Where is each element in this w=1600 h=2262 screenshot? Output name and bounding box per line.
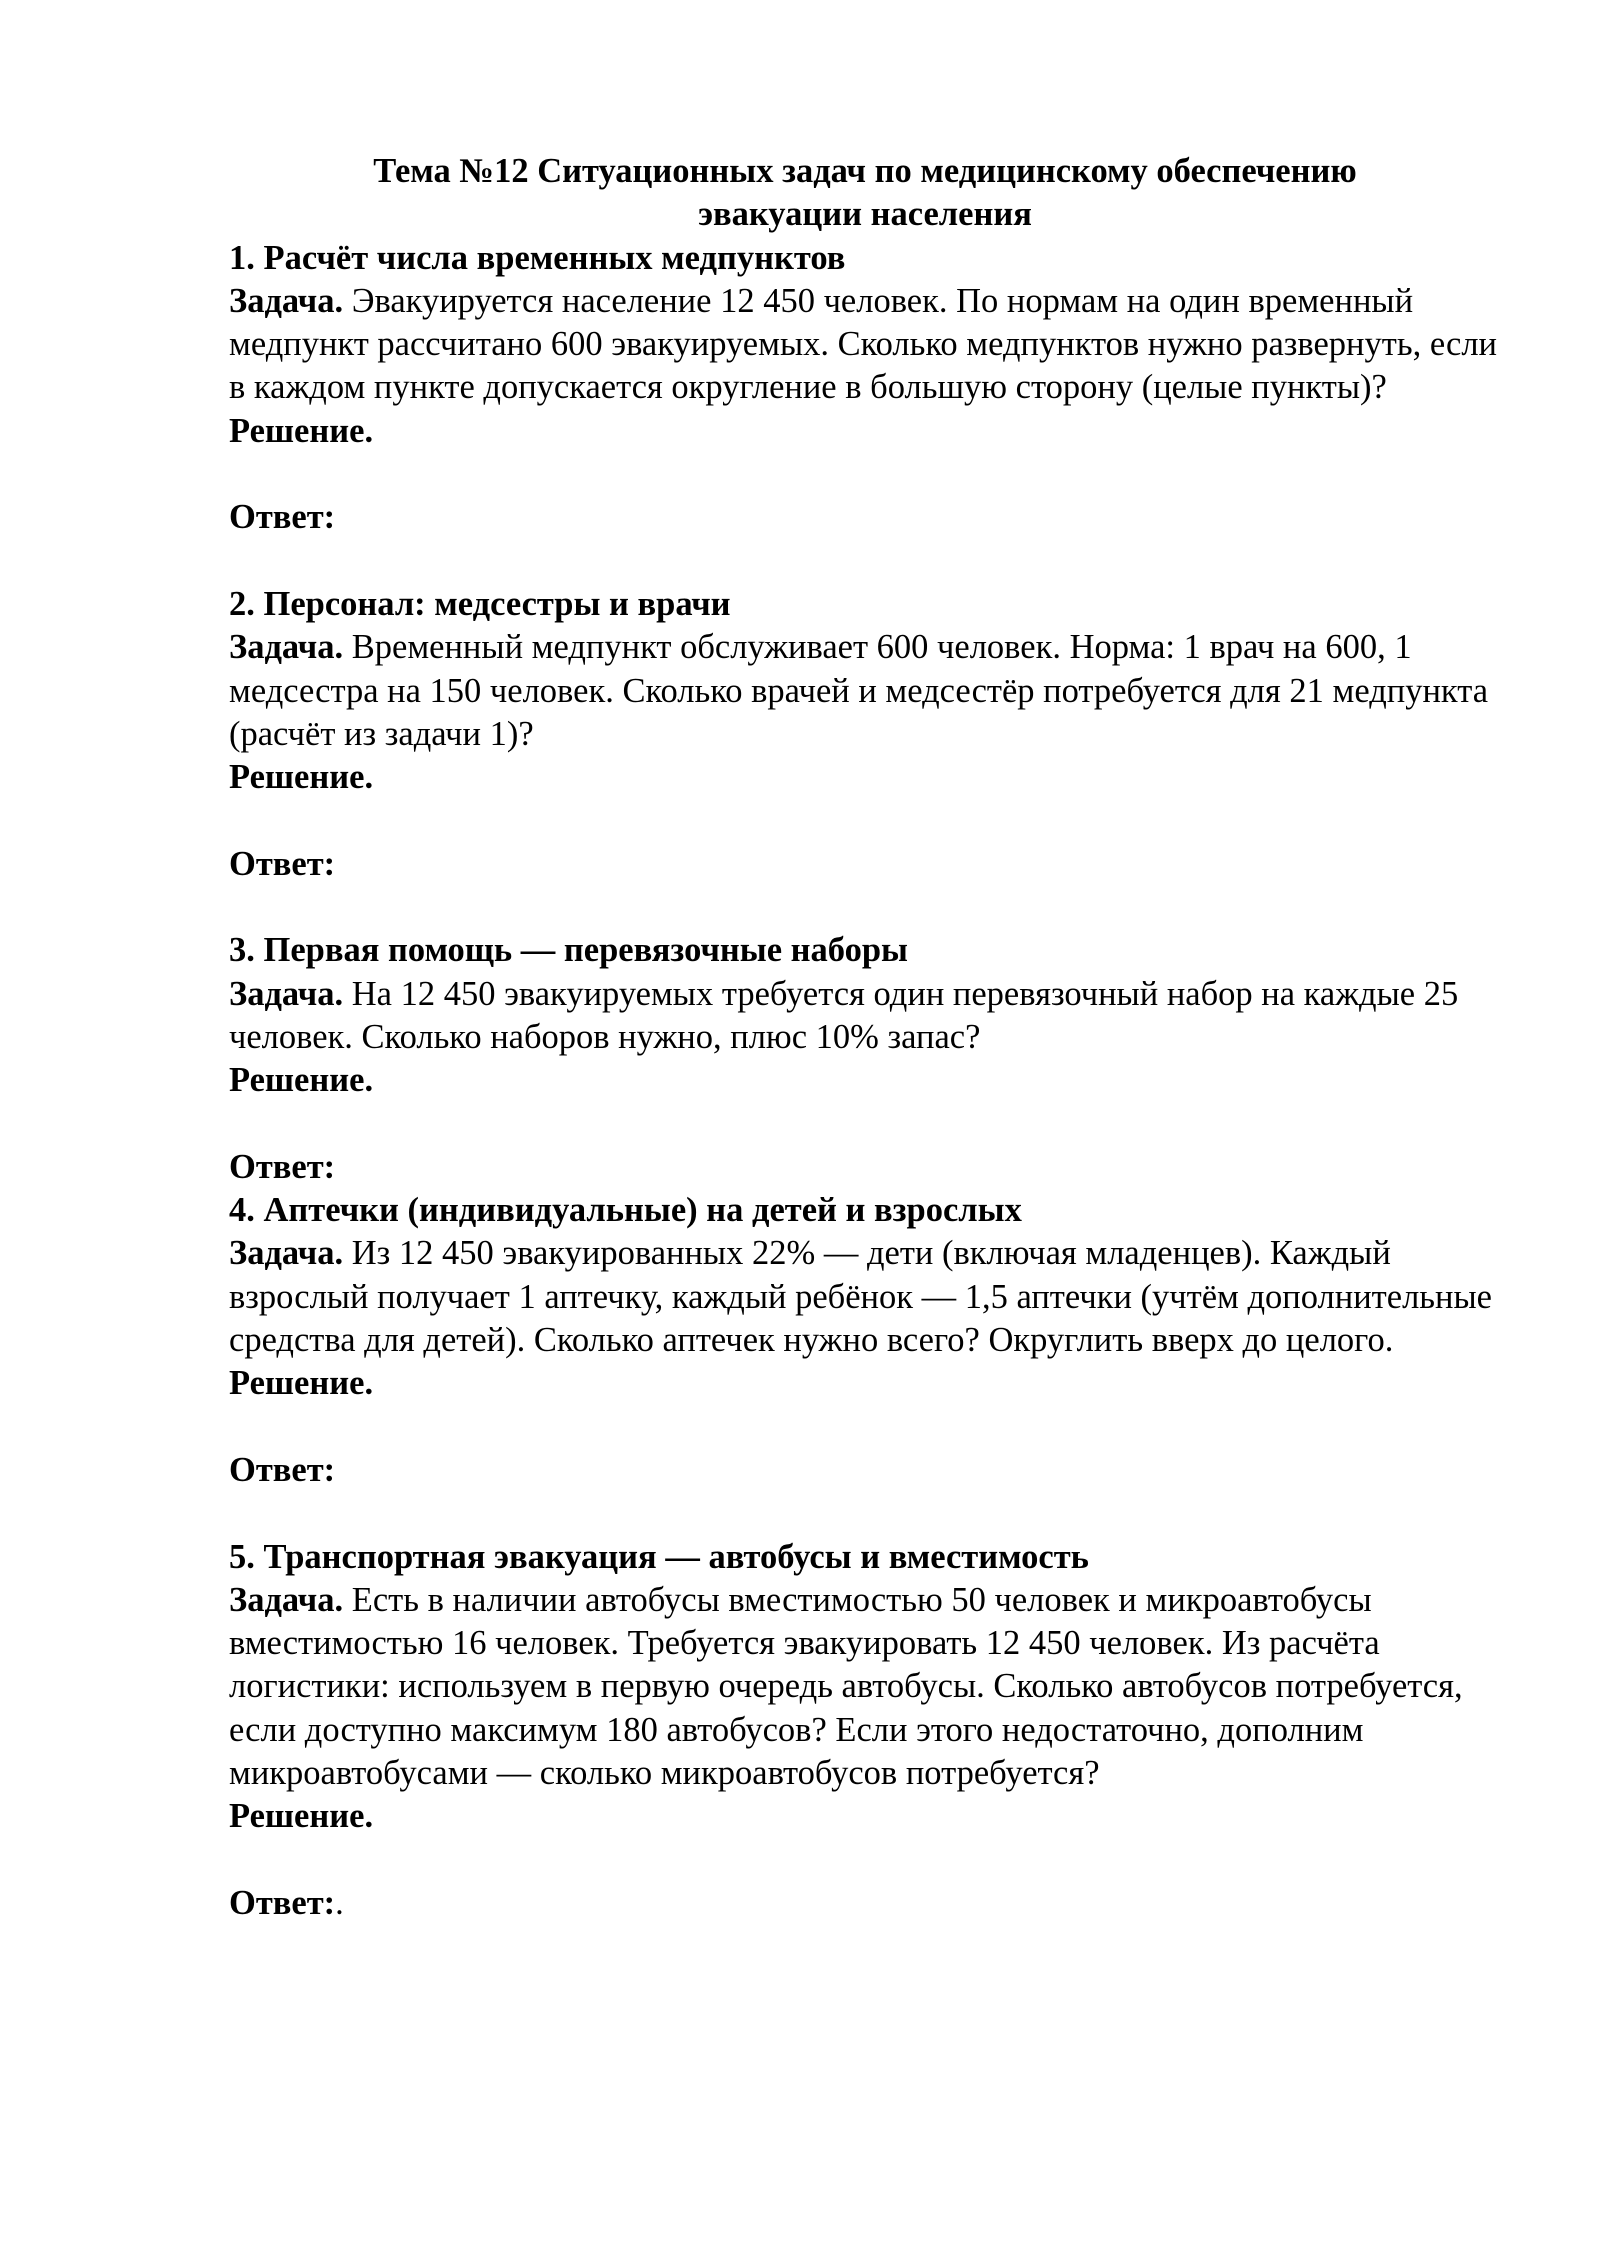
- task-text: На 12 450 эвакуируемых требуется один перевязочный набор на каждые 25 человек. Сколько наборов нужно, плюс 10% запас?: [229, 974, 1459, 1056]
- solution-label: Решение.: [229, 1364, 374, 1403]
- answer-label: Ответ:: [229, 1450, 336, 1489]
- task-paragraph: [229, 280, 1501, 410]
- blank-line: [229, 1492, 1501, 1535]
- document-body: [229, 150, 1501, 1925]
- blank-line: [229, 1406, 1501, 1449]
- title-line-2: эвакуации населения: [698, 195, 1032, 234]
- title-line-1: Тема №12 Ситуационных задач по медицинскому обеспечению: [373, 152, 1357, 190]
- answer-label: Ответ:: [229, 844, 336, 883]
- blank-line: [229, 453, 1501, 496]
- task-paragraph: [229, 626, 1501, 756]
- task-label: Задача.: [229, 628, 344, 667]
- section-heading: 5. Транспортная эвакуация — автобусы и вместимость: [229, 1537, 1089, 1576]
- document-title: [229, 150, 1501, 237]
- task-text: Есть в наличии автобусы вместимостью 50 человек и микроавтобусы вместимостью 16 человек. Требуется эвакуировать 12 450 человек. Из расчёта логистики: используем в первую очередь автобусы. Сколько автобусов потребуется, если доступно максимум 180 автобусов? Если этого недостаточно, дополним микроавтобусами — сколько микроавтобусов потребуется?: [229, 1580, 1463, 1792]
- section-heading: 2. Персонал: медсестры и врачи: [229, 584, 731, 623]
- answer-line: [229, 1882, 1501, 1925]
- section-4: [229, 1189, 1501, 1535]
- task-text: Временный медпункт обслуживает 600 человек. Норма: 1 врач на 600, 1 медсестра на 150 человек. Сколько врачей и медсестёр потребуется для 21 медпункта (расчёт из задачи 1)?: [229, 628, 1489, 753]
- answer-label: Ответ:: [229, 1147, 336, 1186]
- section-heading: 4. Аптечки (индивидуальные) на детей и взрослых: [229, 1191, 1022, 1230]
- blank-line: [229, 799, 1501, 842]
- answer-line: [229, 843, 1501, 886]
- answer-suffix: .: [335, 1883, 344, 1922]
- answer-line: [229, 1146, 1501, 1189]
- task-paragraph: [229, 1232, 1501, 1362]
- answer-label: Ответ:: [229, 498, 336, 537]
- task-paragraph: [229, 973, 1501, 1060]
- solution-label: Решение.: [229, 758, 374, 797]
- solution-label: Решение.: [229, 1061, 374, 1100]
- section-5: [229, 1536, 1501, 1926]
- section-3: [229, 929, 1501, 1189]
- task-text: Эвакуируется население 12 450 человек. По нормам на один временный медпункт рассчитано 600 эвакуируемых. Сколько медпунктов нужно развернуть, если в каждом пункте допускается округление в большую сторону (целые пункты)?: [229, 281, 1497, 407]
- answer-line: [229, 1449, 1501, 1492]
- answer-line: [229, 496, 1501, 539]
- blank-line: [229, 1103, 1501, 1146]
- blank-line: [229, 886, 1501, 929]
- section-2: [229, 583, 1501, 929]
- section-heading: 3. Первая помощь — перевязочные наборы: [229, 931, 908, 970]
- task-label: Задача.: [229, 281, 344, 320]
- blank-line: [229, 540, 1501, 583]
- task-paragraph: [229, 1579, 1501, 1795]
- section-1: [229, 237, 1501, 583]
- task-label: Задача.: [229, 1234, 344, 1273]
- answer-label: Ответ:: [229, 1883, 336, 1922]
- task-text: Из 12 450 эвакуированных 22% — дети (включая младенцев). Каждый взрослый получает 1 аптечку, каждый ребёнок — 1,5 аптечки (учтём дополнительные средства для детей). Сколько аптечек нужно всего? Округлить вверх до целого.: [229, 1234, 1492, 1360]
- solution-label: Решение.: [229, 1797, 374, 1836]
- task-label: Задача.: [229, 974, 344, 1013]
- solution-label: Решение.: [229, 411, 374, 450]
- task-label: Задача.: [229, 1580, 344, 1619]
- section-heading: 1. Расчёт числа временных медпунктов: [229, 238, 846, 277]
- blank-line: [229, 1839, 1501, 1882]
